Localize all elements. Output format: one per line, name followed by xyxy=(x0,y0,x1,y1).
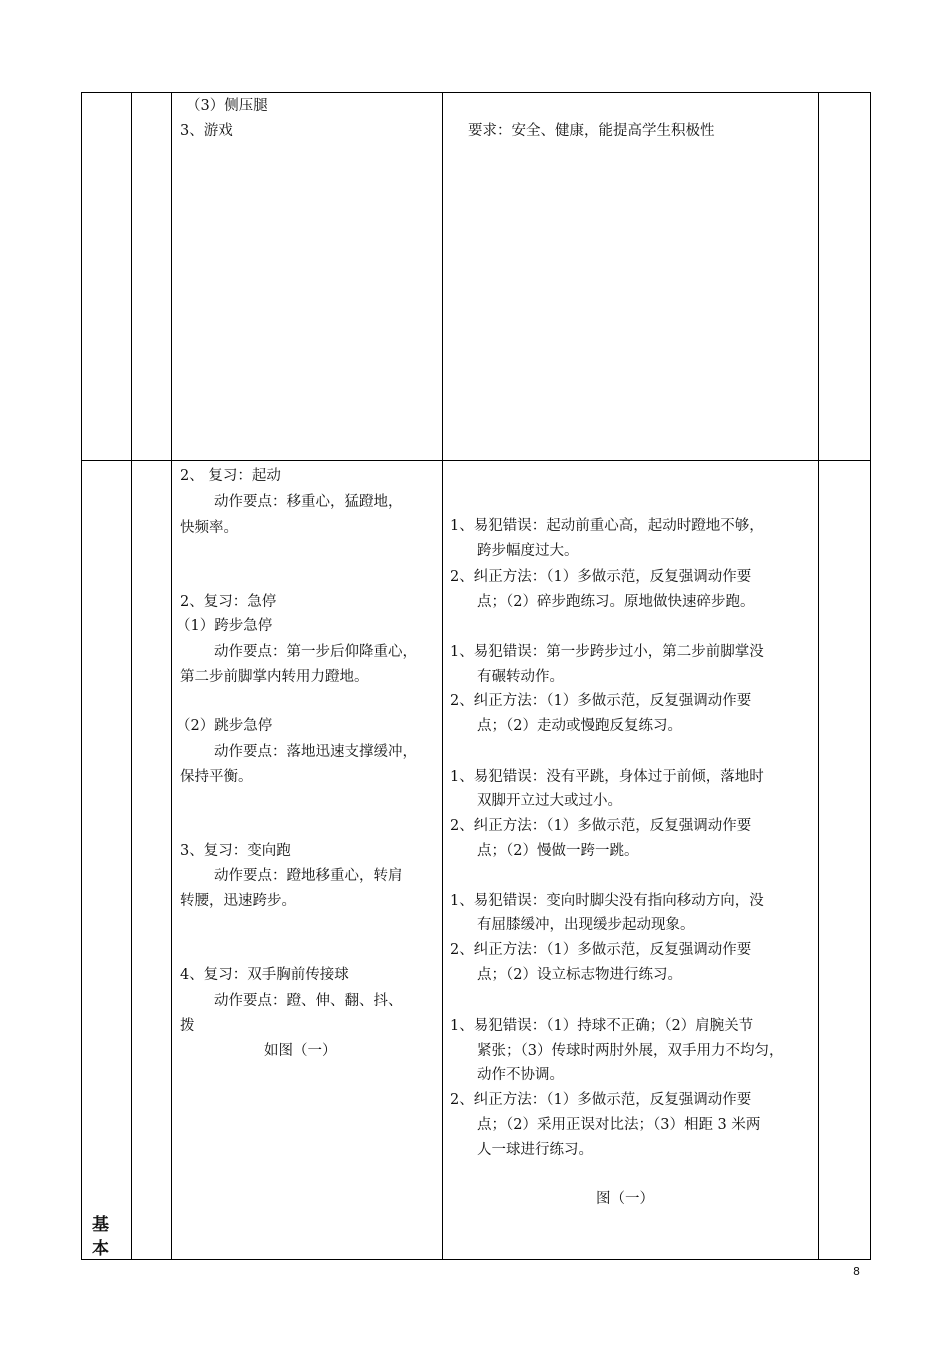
figure-reference: 如图（一） xyxy=(264,1043,337,1059)
correction-method-text: 2、纠正方法：（1）多做示范，反复强调动作要 xyxy=(450,569,752,585)
table-bottom-border xyxy=(81,1259,871,1260)
correction-method-text: 2、纠正方法：（1）多做示范，反复强调动作要 xyxy=(450,818,752,834)
correction-method-text: 人一球进行练习。 xyxy=(477,1142,593,1158)
common-error-text: 1、易犯错误：第一步跨步过小，第二步前脚掌没 xyxy=(450,644,764,660)
key-points-text: 第二步前脚掌内转用力蹬地。 xyxy=(180,669,369,685)
correction-method-text: 点；（2）设立标志物进行练习。 xyxy=(477,967,682,983)
common-error-text: 跨步幅度过大。 xyxy=(477,543,579,559)
key-points-text: 快频率。 xyxy=(180,520,238,536)
key-points-text: 动作要点：第一步后仰降重心， xyxy=(214,644,417,660)
common-error-text: 1、易犯错误：没有平跳，身体过于前倾，落地时 xyxy=(450,769,764,785)
common-error-text: 紧张；（3）传球时两肘外展，双手用力不均匀， xyxy=(477,1043,784,1059)
key-points-text: 动作要点：移重心，猛蹬地， xyxy=(214,494,403,510)
section-heading: 4、复习：双手胸前传接球 xyxy=(180,967,349,983)
column-divider-2 xyxy=(171,92,172,1260)
key-points-text: 动作要点：蹬地移重心，转肩 xyxy=(214,868,403,884)
table-left-border xyxy=(81,92,82,1260)
column-divider-3 xyxy=(442,92,443,1260)
common-error-text: 1、易犯错误：变向时脚尖没有指向移动方向，没 xyxy=(450,893,764,909)
section-heading: 3、复习：变向跑 xyxy=(180,843,291,859)
key-points-text: 拨 xyxy=(180,1018,195,1034)
key-points-text: 转腰，迅速跨步。 xyxy=(180,893,296,909)
correction-method-text: 2、纠正方法：（1）多做示范，反复强调动作要 xyxy=(450,693,752,709)
key-points-text: 动作要点：落地迅速支撑缓冲， xyxy=(214,744,417,760)
common-error-text: 1、易犯错误：起动前重心高，起动时蹬地不够， xyxy=(450,518,764,534)
requirement-text: 要求：安全、健康，能提高学生积极性 xyxy=(468,123,715,139)
section-heading: 2、复习：急停 xyxy=(180,594,277,610)
common-error-text: 有屈膝缓冲，出现缓步起动现象。 xyxy=(477,917,695,933)
correction-method-text: 2、纠正方法：（1）多做示范，反复强调动作要 xyxy=(450,942,752,958)
correction-method-text: 点；（2）慢做一跨一跳。 xyxy=(477,843,639,859)
page-number: 8 xyxy=(853,1265,860,1278)
exercise-item: （3）侧压腿 xyxy=(186,98,268,114)
table-top-border xyxy=(81,92,871,93)
row-divider xyxy=(81,460,871,461)
correction-method-text: 2、纠正方法：（1）多做示范，反复强调动作要 xyxy=(450,1092,752,1108)
section-heading: 2、 复习：起动 xyxy=(180,468,281,484)
correction-method-text: 点；（2）走动或慢跑反复练习。 xyxy=(477,718,682,734)
column-divider-4 xyxy=(818,92,819,1260)
sub-heading: （2）跳步急停 xyxy=(176,718,273,734)
figure-caption: 图（一） xyxy=(596,1191,654,1207)
table-right-border xyxy=(870,92,871,1260)
sub-heading: （1）跨步急停 xyxy=(176,618,273,634)
key-points-text: 保持平衡。 xyxy=(180,769,253,785)
section-heading: 3、游戏 xyxy=(180,123,233,139)
correction-method-text: 点；（2）碎步跑练习。原地做快速碎步跑。 xyxy=(477,594,755,610)
key-points-text: 动作要点：蹬、伸、翻、抖、 xyxy=(214,993,403,1009)
side-label-char-2: 本 xyxy=(92,1239,109,1259)
side-label-char-1: 基 xyxy=(92,1215,109,1235)
correction-method-text: 点；（2）采用正误对比法；（3）相距 3 米两 xyxy=(477,1117,761,1133)
column-divider-1 xyxy=(131,92,132,1260)
common-error-text: 有碾转动作。 xyxy=(477,669,564,685)
common-error-text: 动作不协调。 xyxy=(477,1067,564,1083)
common-error-text: 双脚开立过大或过小。 xyxy=(477,793,622,809)
common-error-text: 1、易犯错误：（1）持球不正确；（2）肩腕关节 xyxy=(450,1018,754,1034)
